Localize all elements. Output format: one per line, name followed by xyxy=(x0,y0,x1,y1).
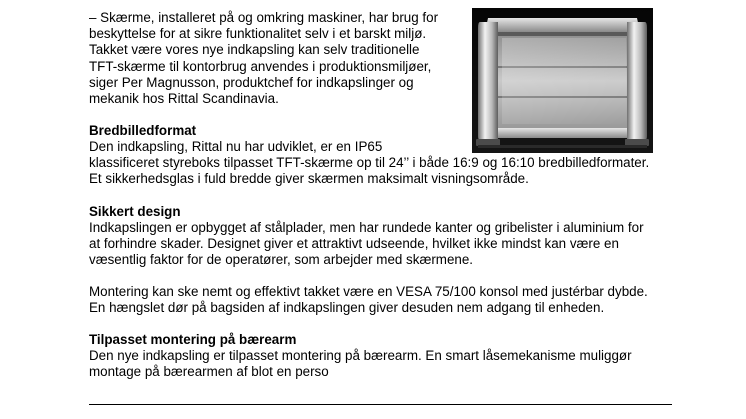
safe-design-paragraph xyxy=(89,220,644,269)
intro-line: siger Per Magnusson, produktchef for indkapslinger og xyxy=(89,74,414,90)
widescreen-line: Et sikkerhedsglas i fuld bredde giver skærmen maksimalt visningsområde. xyxy=(89,171,529,187)
mounting-paragraph xyxy=(89,284,648,316)
support-arm-line: montage på bærearmen af blot en perso xyxy=(89,364,329,380)
widescreen-line: Den indkapsling, Rittal nu har udviklet, er en IP65 xyxy=(89,139,383,154)
support-arm-line: Den nye indkapsling er tilpasset montering på bærearm. En smart låsemekanisme muliggør xyxy=(89,348,632,363)
mounting-line: En hængslet dør på bagsiden af indkapslingen giver desuden nem adgang til enheden. xyxy=(89,300,605,316)
intro-line: mekanik hos Rittal Scandinavia. xyxy=(89,91,279,107)
safe-design-line: at forhindre skader. Designet giver et attraktivt udseende, hvilket ikke mindst kan være en xyxy=(89,236,619,252)
widescreen-paragraph xyxy=(89,139,649,188)
safe-design-line: væsentlig faktor for de operatører, som arbejder med skærmene. xyxy=(89,252,474,268)
widescreen-line: klassificeret styreboks tilpasset TFT-skærme op til 24’’ i både 16:9 og 16:10 bredbilledformater. xyxy=(89,155,650,171)
safe-design-line: Indkapslingen er opbygget af stålplader, men har rundede kanter og gribelister i aluminium for xyxy=(89,220,644,235)
mounting-line: Montering kan ske nemt og effektivt takket være en VESA 75/100 konsol med justérbar dybde. xyxy=(89,284,648,299)
intro-line: – Skærme, installeret på og omkring maskiner, har brug for xyxy=(89,10,439,25)
intro-line: beskyttelse for at sikre funktionalitet selv i et barskt miljø. xyxy=(89,26,427,42)
intro-line: TFT-skærme til kontorbrug anvendes i produktionsmiljøer, xyxy=(89,58,432,74)
intro-paragraph xyxy=(89,10,438,107)
support-arm-paragraph xyxy=(89,348,632,380)
heading-safe-design: Sikkert design xyxy=(89,204,181,219)
product-photo-enclosure xyxy=(472,8,653,153)
heading-support-arm: Tilpasset montering på bærearm xyxy=(89,332,297,347)
heading-widescreen: Bredbilledformat xyxy=(89,123,197,138)
footer-divider xyxy=(89,404,672,405)
enclosure-illustration xyxy=(472,8,653,153)
intro-line: Takket være vores nye indkapsling kan selv traditionelle xyxy=(89,42,420,58)
